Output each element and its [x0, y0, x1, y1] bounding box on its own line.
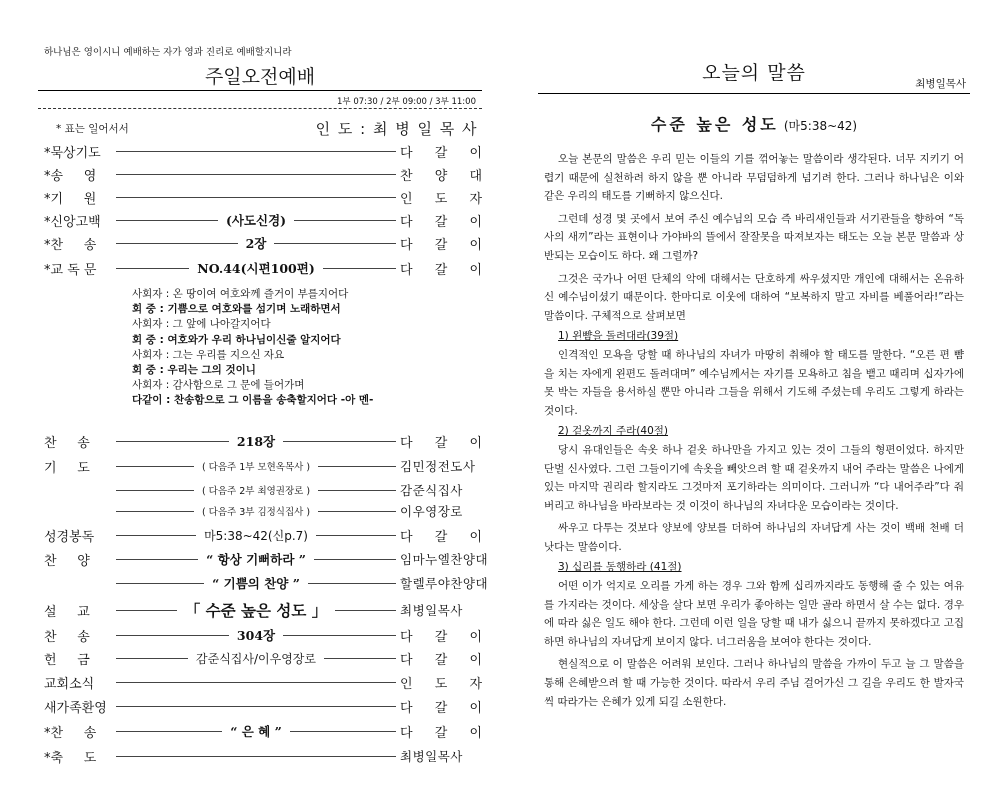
order-item-detail: [116, 459, 396, 473]
order-item-content: ( 다음주 1부 모현옥목사 ): [201, 462, 311, 473]
order-row: [44, 163, 482, 185]
order-item-detail: [116, 706, 396, 707]
sermon-paragraph: 당시 유대인들은 속옷 하나 겉옷 하나만을 가지고 있는 것이 그들의 형편이었다. 하지만 단벌 신사였다. 그런 그들이기에 속옷을 빼앗으려 할 때 겉옷까지 내어 주라는 말씀은 나에게 있는 마지막 권리라 할지라도 그것마저 포기하라는 의미이다. 그러니까 “다 내어주라”다 줘버리고 하나님을 바라보라는 것 이것이 하나님의 자녀다운 모습이라는 것이다.: [544, 443, 964, 512]
order-row: [44, 624, 482, 646]
order-item-detail: [116, 574, 396, 592]
order-row: [44, 695, 482, 717]
sermon-paragraph: 인격적인 모욕을 당할 때 하나님의 자녀가 마땅히 취해야 할 태도를 말한다. “오른 편 뺨을 치는 자에게 왼편도 돌려대며” 예수님께서는 자기를 모욕하고 침을 뱉고 때리며 십자가에 못 박는 자들을 용서하실 뿐만 아니라 그들을 위해서 기도해 주셨는데 우리도 그렇게 하라는 것이다.: [544, 348, 964, 417]
order-item-content: 감준식집사/이우영장로: [196, 651, 316, 666]
order-item-person: [396, 142, 482, 161]
order-item-person: [396, 526, 482, 545]
order-item-content: (사도신경): [225, 213, 287, 228]
responsive-line: 다같이 : 찬송함으로 그 이름을 송축할지어다 -아 멘-: [132, 394, 374, 407]
order-item-person: 감준식집사: [400, 483, 463, 498]
order-item-content: “ 항상 기뻐하라 ”: [206, 552, 306, 567]
leader-line: [116, 682, 396, 683]
sermon-point-heading: [544, 558, 964, 577]
order-item-person: [396, 188, 482, 207]
order-item-content: NO.44(시편100편): [197, 261, 315, 276]
order-item-label: *기 원: [44, 191, 97, 207]
order-row: [44, 548, 489, 570]
leader-line: [116, 731, 222, 732]
responsive-line: 사회자 : 온 땅이여 여호와께 즐거이 부를지어다: [132, 288, 349, 300]
leader-line: [116, 535, 196, 536]
person-char: 도: [434, 191, 448, 207]
bulletin-order-page: [38, 0, 489, 798]
order-item-content: ( 다음주 2부 최영권장로 ): [201, 486, 311, 497]
order-item-detail: [116, 599, 396, 621]
person-char: 갈: [434, 529, 448, 545]
order-item-label: 성경봉독: [44, 529, 95, 545]
leader-line: [116, 197, 396, 198]
order-item-label: 찬 양: [44, 553, 90, 569]
order-item-person: [396, 649, 482, 668]
person-char: 이: [469, 145, 482, 161]
order-item-content: 마5:38~42(신p.7): [204, 528, 308, 543]
person-char: 갈: [434, 629, 448, 645]
person-char: 다: [400, 145, 413, 161]
order-item-person: [396, 626, 482, 645]
leader-line: [116, 441, 229, 442]
order-item-label: *교 독 문: [44, 262, 97, 278]
leader-line: [308, 583, 396, 584]
order-item-person: [396, 722, 482, 741]
order-item-detail: [116, 259, 396, 277]
person-char: 인: [400, 191, 413, 207]
leader-line: [116, 490, 194, 491]
person-char: 갈: [434, 700, 448, 716]
person-char: 자: [469, 191, 482, 207]
responsive-line: 회 중 : 기쁨으로 여호와를 섬기며 노래하면서: [132, 303, 341, 316]
scripture-motto: 하나님은 영이시니 예배하는 자가 영과 진리로 예배할지니라: [44, 47, 292, 58]
person-char: 다: [400, 629, 413, 645]
order-item-person: 최병일목사: [400, 749, 463, 764]
person-char: 이: [469, 529, 482, 545]
sermon-paragraph: 현실적으로 이 말씀은 어려워 보인다. 그러나 하나님의 말씀을 가까이 두고 늘 그 말씀을 통해 은혜받으려 할 때 가능한 것이다. 따라서 우리 주님 걸어가신 그 길을 우리도 한 발자국씩 따라가는 은혜가 있게 되길 소원한다.: [544, 658, 964, 708]
order-item-detail: [116, 626, 396, 644]
service-title: 주일오전예배: [204, 66, 316, 88]
leader-line: [116, 174, 396, 175]
order-item-detail: [116, 211, 396, 229]
sermon-paragraph: 싸우고 다투는 것보다 양보에 양보를 더하여 하나님의 자녀답게 사는 것이 백배 천배 더 낫다는 말씀이다.: [544, 522, 964, 553]
order-item-content: 2장: [245, 236, 267, 251]
order-item-person: [396, 211, 482, 230]
order-item-person: [396, 234, 482, 253]
order-item-detail: [116, 504, 396, 518]
leader-line: [116, 220, 218, 221]
leader-line: [116, 635, 229, 636]
order-item-person: [396, 697, 482, 716]
person-char: 이: [469, 237, 482, 253]
leader-line: [116, 511, 194, 512]
service-times: 1부 07:30 / 2부 09:00 / 3부 11:00: [337, 97, 476, 107]
order-row: [44, 232, 482, 254]
person-char: 이: [469, 435, 482, 451]
standing-note: * 표는 일어서서: [56, 123, 129, 135]
order-item-content: 304장: [236, 628, 276, 643]
order-item-person: 김민정전도사: [400, 459, 476, 474]
order-item-label: *축 도: [44, 750, 97, 766]
sermon-point-text: 2) 겉옷까지 주라(40절): [558, 425, 669, 438]
leader-line: [116, 466, 194, 467]
order-item-detail: [116, 432, 396, 450]
leader-line: [116, 559, 198, 560]
person-char: 다: [400, 435, 413, 451]
person-char: 갈: [434, 652, 448, 668]
person-char: 갈: [434, 725, 448, 741]
order-item-label: *찬 송: [44, 237, 97, 253]
person-char: 이: [469, 652, 482, 668]
order-item-detail: [116, 682, 396, 683]
sermon-paragraph: 그런데 성경 몇 곳에서 보여 주신 예수님의 모습 즉 바리새인들과 서기관들을 향하여 “독사의 새끼”라는 표현이나 가야바의 뜰에서 잘잘못을 따져보자는 태도는 오늘 본문 말씀과 상반되는 모습이도 하다. 왜 그럴까?: [544, 212, 964, 262]
order-item-label: *찬 송: [44, 725, 97, 741]
order-item-label: 헌 금: [44, 652, 90, 668]
sermon-heading: [538, 112, 970, 135]
sermon-body: [544, 150, 964, 711]
order-row: [44, 745, 482, 767]
responsive-line: 사회자 : 그는 우리를 지으신 자요: [132, 348, 285, 361]
sermon-point-heading: [544, 327, 964, 346]
leader-line: [316, 535, 396, 536]
order-item-person: [396, 432, 482, 451]
sermon-point-text: 1) 왼뺨을 돌려대라(39절): [558, 330, 679, 343]
order-item-detail: [116, 722, 396, 740]
order-item-content: ( 다음주 3부 김정식집사 ): [201, 507, 311, 518]
person-char: 자: [469, 676, 482, 692]
order-item-label: 설 교: [44, 604, 90, 620]
person-char: 이: [469, 214, 482, 230]
leader-line: [116, 756, 396, 757]
order-item-detail: [116, 650, 396, 667]
responsive-line: 사회자 : 감사함으로 그 문에 들어가며: [132, 379, 305, 392]
order-item-detail: [116, 527, 396, 544]
person-char: 이: [469, 725, 482, 741]
leader-line: [294, 220, 396, 221]
order-row: [44, 257, 482, 279]
title-divider: [38, 90, 482, 91]
leader-line: [324, 658, 396, 659]
person-char: 대: [469, 168, 482, 184]
order-item-detail: [116, 550, 396, 568]
order-item-person: [396, 673, 482, 692]
order-item-detail: [116, 234, 396, 252]
leader-line: [116, 658, 188, 659]
order-item-label: 찬 송: [44, 629, 90, 645]
order-item-person: 최병일목사: [400, 603, 463, 618]
order-item-detail: [116, 483, 396, 497]
order-item-label: 찬 송: [44, 435, 90, 451]
order-row: [44, 455, 482, 477]
leader-line: [318, 511, 396, 512]
responsive-line: 사회자 : 그 앞에 나아갈지어다: [132, 318, 271, 331]
sermon-paragraph: 오늘 본문의 말씀은 우리 믿는 이들의 기를 꺾어놓는 말씀이라 생각된다. 너무 지키기 어렵기 때문에 실천하려 하지 않을 뿐 아니라 무덤덤하게 넘기려 한다. 그러나 하나님은 이와 같은 우리의 태도를 기뻐하지 않으신다.: [544, 153, 964, 203]
order-item-detail: [116, 174, 396, 175]
leader-line: [318, 466, 396, 467]
person-char: 인: [400, 676, 413, 692]
responsive-line: 회 중 : 여호와가 우리 하나님이신줄 알지어다: [132, 333, 341, 346]
person-char: 갈: [434, 145, 448, 161]
sermon-page: [538, 0, 970, 798]
order-row: [44, 479, 482, 501]
order-item-person: 임마누엘찬양대: [400, 552, 489, 567]
leader-line: [335, 610, 396, 611]
leader-line: [274, 243, 396, 244]
times-divider: [38, 108, 482, 109]
sermon-title: 수준 높은 성도: [650, 115, 779, 134]
order-item-person: [396, 259, 482, 278]
leader-line: [116, 268, 189, 269]
sermon-page-title: 오늘의 말씀: [702, 62, 806, 84]
leader-line: [116, 706, 396, 707]
order-row: [44, 500, 482, 522]
person-char: 이: [469, 629, 482, 645]
person-char: 이: [469, 700, 482, 716]
order-row: [44, 209, 482, 231]
order-item-label: *송 영: [44, 168, 97, 184]
service-leader: 인 도 : 최 병 일 목 사: [315, 120, 478, 138]
leader-line: [283, 441, 396, 442]
sermon-point-heading: [544, 422, 964, 441]
order-row: [44, 186, 482, 208]
sermon-paragraph: 어떤 이가 억지로 오리를 가게 하는 경우 그와 함께 십리까지라도 동행해 줄 수 있는 여유를 가지라는 것이다. 세상을 살다 보면 우리가 좋아하는 일만 골라 하면서 살 수는 없다. 경우에 따라 싫은 일도 해야 한다. 그런데 이런 일을 당할 때 내가 싫으니 끝까지 못하겠다고 고집하면 하나님의 자녀답게 보이지 않다. 너그러움을 보여야 한다는 것이다.: [544, 580, 964, 648]
person-char: 갈: [434, 435, 448, 451]
sermon-reference: (마5:38~42): [783, 119, 858, 133]
person-char: 다: [400, 725, 413, 741]
order-item-person: 이우영장로: [400, 504, 463, 519]
order-row: [44, 671, 482, 693]
order-item-label: 교회소식: [44, 676, 95, 692]
leader-line: [318, 490, 396, 491]
person-char: 다: [400, 700, 413, 716]
person-char: 다: [400, 529, 413, 545]
person-char: 양: [434, 168, 448, 184]
sermon-point-text: 3) 십리를 동행하라 (41절): [558, 561, 682, 574]
person-char: 이: [469, 262, 482, 278]
person-char: 도: [434, 676, 448, 692]
leader-line: [116, 151, 396, 152]
leader-line: [116, 243, 238, 244]
order-item-label: *신앙고백: [44, 214, 101, 230]
order-item-detail: [116, 756, 396, 757]
order-item-label: 기 도: [44, 460, 90, 476]
person-char: 갈: [434, 262, 448, 278]
order-item-content: 「 수준 높은 성도 」: [184, 601, 328, 620]
order-row: [44, 647, 482, 669]
leader-line: [323, 268, 396, 269]
order-row: [44, 524, 482, 546]
leader-line: [116, 583, 204, 584]
person-char: 다: [400, 262, 413, 278]
sermon-header-divider: [538, 93, 970, 94]
responsive-reading: [132, 287, 472, 409]
order-row: [44, 572, 489, 594]
sermon-paragraph: 그것은 국가나 어떤 단체의 악에 대해서는 단호하게 싸우셨지만 개인에 대해서는 온유하신 예수님이셨기 때문이다. 한마디로 이웃에 대하여 “보복하지 말고 자비를 베풀어라!”라는 말씀이다. 구체적으로 살펴보면: [544, 272, 964, 322]
order-row: [44, 720, 482, 742]
order-item-content: 218장: [236, 434, 276, 449]
sermon-author: 최병일목사: [915, 78, 966, 90]
order-item-label: 새가족환영: [44, 700, 107, 716]
person-char: 다: [400, 237, 413, 253]
order-row: [44, 140, 482, 162]
order-item-content: “ 은 혜 ”: [230, 724, 282, 739]
order-row: [44, 599, 482, 621]
leader-line: [283, 635, 396, 636]
order-row: [44, 430, 482, 452]
person-char: 갈: [434, 214, 448, 230]
order-item-person: 할렐루야찬양대: [400, 576, 489, 591]
leader-line: [314, 559, 396, 560]
order-item-content: “ 기쁨의 찬양 ”: [212, 576, 300, 591]
person-char: 찬: [400, 168, 413, 184]
order-item-detail: [116, 151, 396, 152]
person-char: 다: [400, 214, 413, 230]
order-item-label: *묵상기도: [44, 145, 101, 161]
person-char: 다: [400, 652, 413, 668]
person-char: 갈: [434, 237, 448, 253]
leader-line: [116, 610, 177, 611]
responsive-line: 회 중 : 우리는 그의 것이니: [132, 364, 256, 377]
order-item-person: [396, 165, 482, 184]
leader-line: [290, 731, 396, 732]
order-item-detail: [116, 197, 396, 198]
